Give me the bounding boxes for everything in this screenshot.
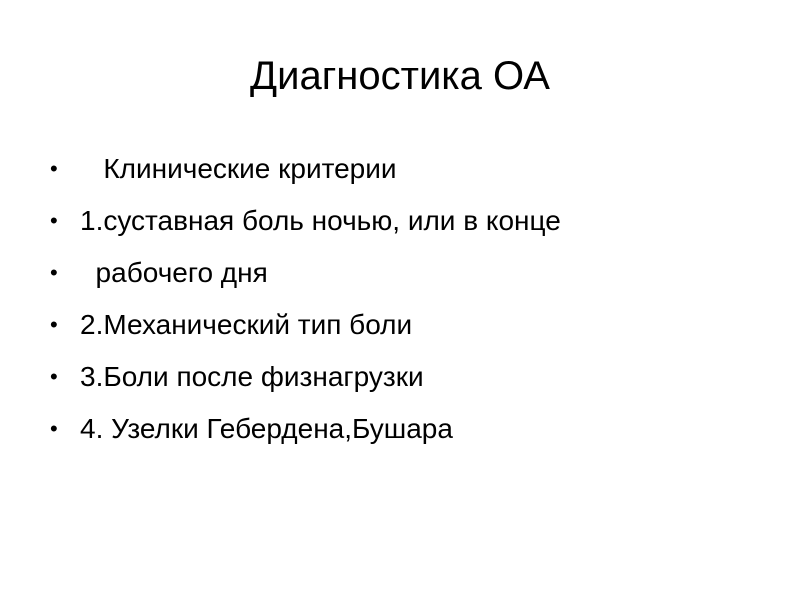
bullet-item-2 xyxy=(50,195,561,247)
bullet-marker: • xyxy=(50,260,58,285)
bullet-text: 2.Механический тип боли xyxy=(80,309,413,340)
bullet-text: 3.Боли после физнагрузки xyxy=(80,361,424,392)
bullet-marker: • xyxy=(50,156,58,181)
slide-title: Диагностика ОА xyxy=(250,54,550,98)
bullet-item-3 xyxy=(50,247,268,299)
bullet-marker: • xyxy=(50,364,58,389)
bullet-marker: • xyxy=(50,312,58,337)
bullet-marker: • xyxy=(50,416,58,441)
bullet-text: рабочего дня xyxy=(80,257,268,288)
bullet-list xyxy=(50,143,561,455)
bullet-text: Клинические критерии xyxy=(80,153,397,184)
bullet-item-1 xyxy=(50,143,397,195)
bullet-item-5 xyxy=(50,351,424,403)
bullet-item-6 xyxy=(50,403,453,455)
bullet-marker: • xyxy=(50,208,58,233)
bullet-item-4 xyxy=(50,299,413,351)
bullet-text: 1.суставная боль ночью, или в конце xyxy=(80,205,561,236)
bullet-text: 4. Узелки Гебердена,Бушара xyxy=(80,413,453,444)
